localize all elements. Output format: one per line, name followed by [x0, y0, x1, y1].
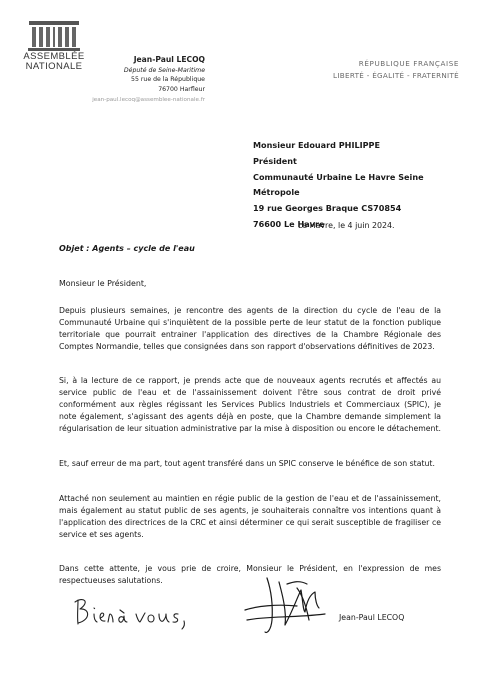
sender-email: jean-paul.lecoq@assemblee-nationale.fr [92, 97, 205, 104]
recipient-line1: Monsieur Edouard PHILIPPE [253, 140, 381, 150]
body-paragraph-5: Dans cette attente, je vous prie de croire, Monsieur le Président, en l'expression de mes respectueuses salutations. [59, 564, 441, 585]
recipient-line2: Président [253, 155, 297, 166]
sender-name: Jean-Paul LECOQ [133, 55, 205, 64]
hemicycle-icon [27, 18, 81, 52]
logo-line2: NATIONALE [25, 61, 83, 72]
body-paragraph-3: Et, sauf erreur de ma part, tout agent transféré dans un SPIC conserve le bénéfice de son statut. [59, 459, 435, 468]
sender-address-line1: 55 rue de la République [131, 76, 205, 84]
handwritten-closing-icon [72, 592, 202, 632]
recipient-line6: 76600 Le Havre [253, 218, 325, 229]
body-paragraph-4: Attaché non seulement au maintien en régie public de la gestion de l'eau et de l'assainissement, mais également au statut public de ses agents, je souhaiterais connaître vos intentions quant à l'application des directrices de la CRC et ainsi déterminer ce qui serait susceptible de fragiliser ce service et ses agents. [59, 494, 441, 539]
sender-role: Député de Seine-Maritime [123, 66, 205, 74]
recipient-line3: Communauté Urbaine Le Havre Seine [253, 171, 424, 182]
logo-line1: ASSEMBLÉE [23, 51, 85, 62]
body-paragraph-1: Depuis plusieurs semaines, je rencontre des agents de la direction du cycle de l'eau de la Communauté Urbaine qui s'inquiètent de la possible perte de leur statut de la fonction publique territoriale que pourrait entrainer l'application des directives de la Chambre Régionale des Comptes Normandie, telles que consignées dans son rapport d'observations définitives de 2023. [59, 306, 441, 351]
recipient-block [253, 138, 473, 233]
letter-salutation: Monsieur le Président, [59, 279, 147, 288]
sender-block [80, 55, 205, 106]
republic-header [333, 58, 459, 82]
letter-subject: Objet : Agents – cycle de l'eau [59, 244, 195, 253]
body-paragraph-2: Si, à la lecture de ce rapport, je prends acte que de nouveaux agents recrutés et affectés au service public de l'eau et de l'assainissement doivent l'être sous contrat de droit privé conformément aux règles régissant les Services Publics Industriels et Commerciaux (SPIC), je note également, s'agissant des agents déjà en poste, que la Chambre demande simplement la régularisation de leur situation administrative par la mise à disposition ou encore le détachement. [59, 376, 441, 433]
recipient-line5: 19 rue Georges Braque CS70854 [253, 203, 402, 214]
republic-motto: LIBERTÉ - ÉGALITÉ - FRATERNITÉ [333, 71, 459, 80]
recipient-line4: Métropole [253, 187, 300, 198]
republic-title: RÉPUBLIQUE FRANÇAISE [358, 59, 459, 68]
letter-date: Le Havre, le 4 juin 2024. [298, 221, 395, 230]
signature-icon [237, 570, 332, 640]
signer-name: Jean-Paul LECOQ [339, 613, 405, 622]
sender-address-line2: 76700 Harfleur [158, 85, 205, 93]
